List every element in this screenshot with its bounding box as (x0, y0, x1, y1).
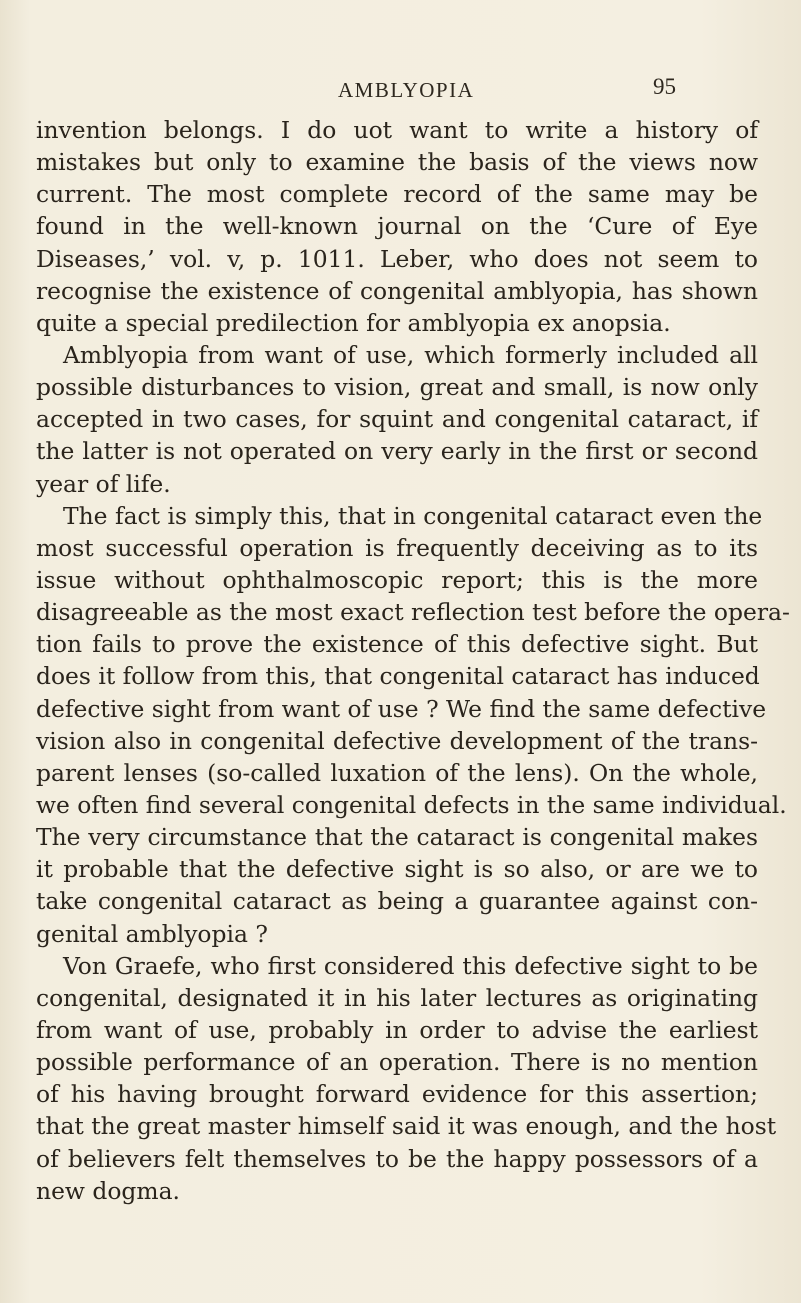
text-line: mistakes but only to examine the basis of the views now (36, 148, 758, 177)
text-line: Von Graefe, who first considered this defective sight to be (63, 951, 758, 980)
text-line: parent lenses (so-called luxation of the lens). On the whole, (36, 758, 758, 787)
text-line: it probable that the defective sight is so also, or are we to (36, 855, 758, 884)
text-line: possible disturbances to vision, great and small, is now only (36, 373, 758, 402)
text-line: new dogma. (36, 1176, 180, 1205)
text-line: take congenital cataract as being a guarantee against con- (36, 887, 758, 916)
text-line: genital amblyopia ? (36, 919, 268, 948)
text-line: does it follow from this, that congenital cataract has induced (36, 662, 760, 691)
text-line: Diseases,’ vol. v, p. 1011. Leber, who does not seem to (36, 244, 758, 273)
text-line: recognise the existence of congenital amblyopia, has shown (36, 276, 758, 305)
text-line: of his having brought forward evidence for this assertion; (36, 1080, 758, 1109)
text-line: most successful operation is frequently deceiving as to its (36, 533, 758, 562)
text-line: The very circumstance that the cataract is congenital makes (36, 823, 758, 852)
text-line: we often find several congenital defects in the same individual. (36, 790, 787, 819)
text-line: found in the well-known journal on the ‘Cure of Eye (36, 212, 758, 241)
page-header (0, 74, 801, 110)
text-line: invention belongs. I do uot want to write a history of (36, 116, 758, 144)
text-line: Amblyopia from want of use, which formerly included all (63, 340, 758, 369)
text-line: The fact is simply this, that in congenital cataract even the (63, 501, 763, 530)
text-line: of believers felt themselves to be the happy possessors of a (36, 1144, 758, 1173)
body-text (36, 114, 790, 1207)
text-line: disagreeable as the most exact reflection test before the opera- (36, 598, 790, 627)
text-line: vision also in congenital defective development of the trans- (36, 726, 758, 755)
text-line: accepted in two cases, for squint and congenital cataract, if (36, 405, 758, 434)
text-line: from want of use, probably in order to advise the earliest (36, 1015, 758, 1044)
text-line: that the great master himself said it was enough, and the host (36, 1112, 777, 1141)
text-line: current. The most complete record of the same may be (36, 180, 758, 209)
text-line: issue without ophthalmoscopic report; this is the more (36, 565, 758, 594)
text-line: congenital, designated it in his later lectures as originating (36, 983, 758, 1012)
text-line: possible performance of an operation. There is no mention (36, 1048, 758, 1077)
text-line: tion fails to prove the existence of this defective sight. But (36, 630, 758, 659)
running-title: AMBLYOPIA (338, 78, 475, 102)
text-line: quite a special predilection for amblyopia ex anopsia. (36, 308, 671, 337)
text-line: the latter is not operated on very early in the first or second (36, 437, 758, 466)
text-line: defective sight from want of use ? We find the same defective (36, 694, 767, 723)
page-number: 95 (653, 74, 676, 99)
text-line: year of life. (36, 469, 171, 498)
